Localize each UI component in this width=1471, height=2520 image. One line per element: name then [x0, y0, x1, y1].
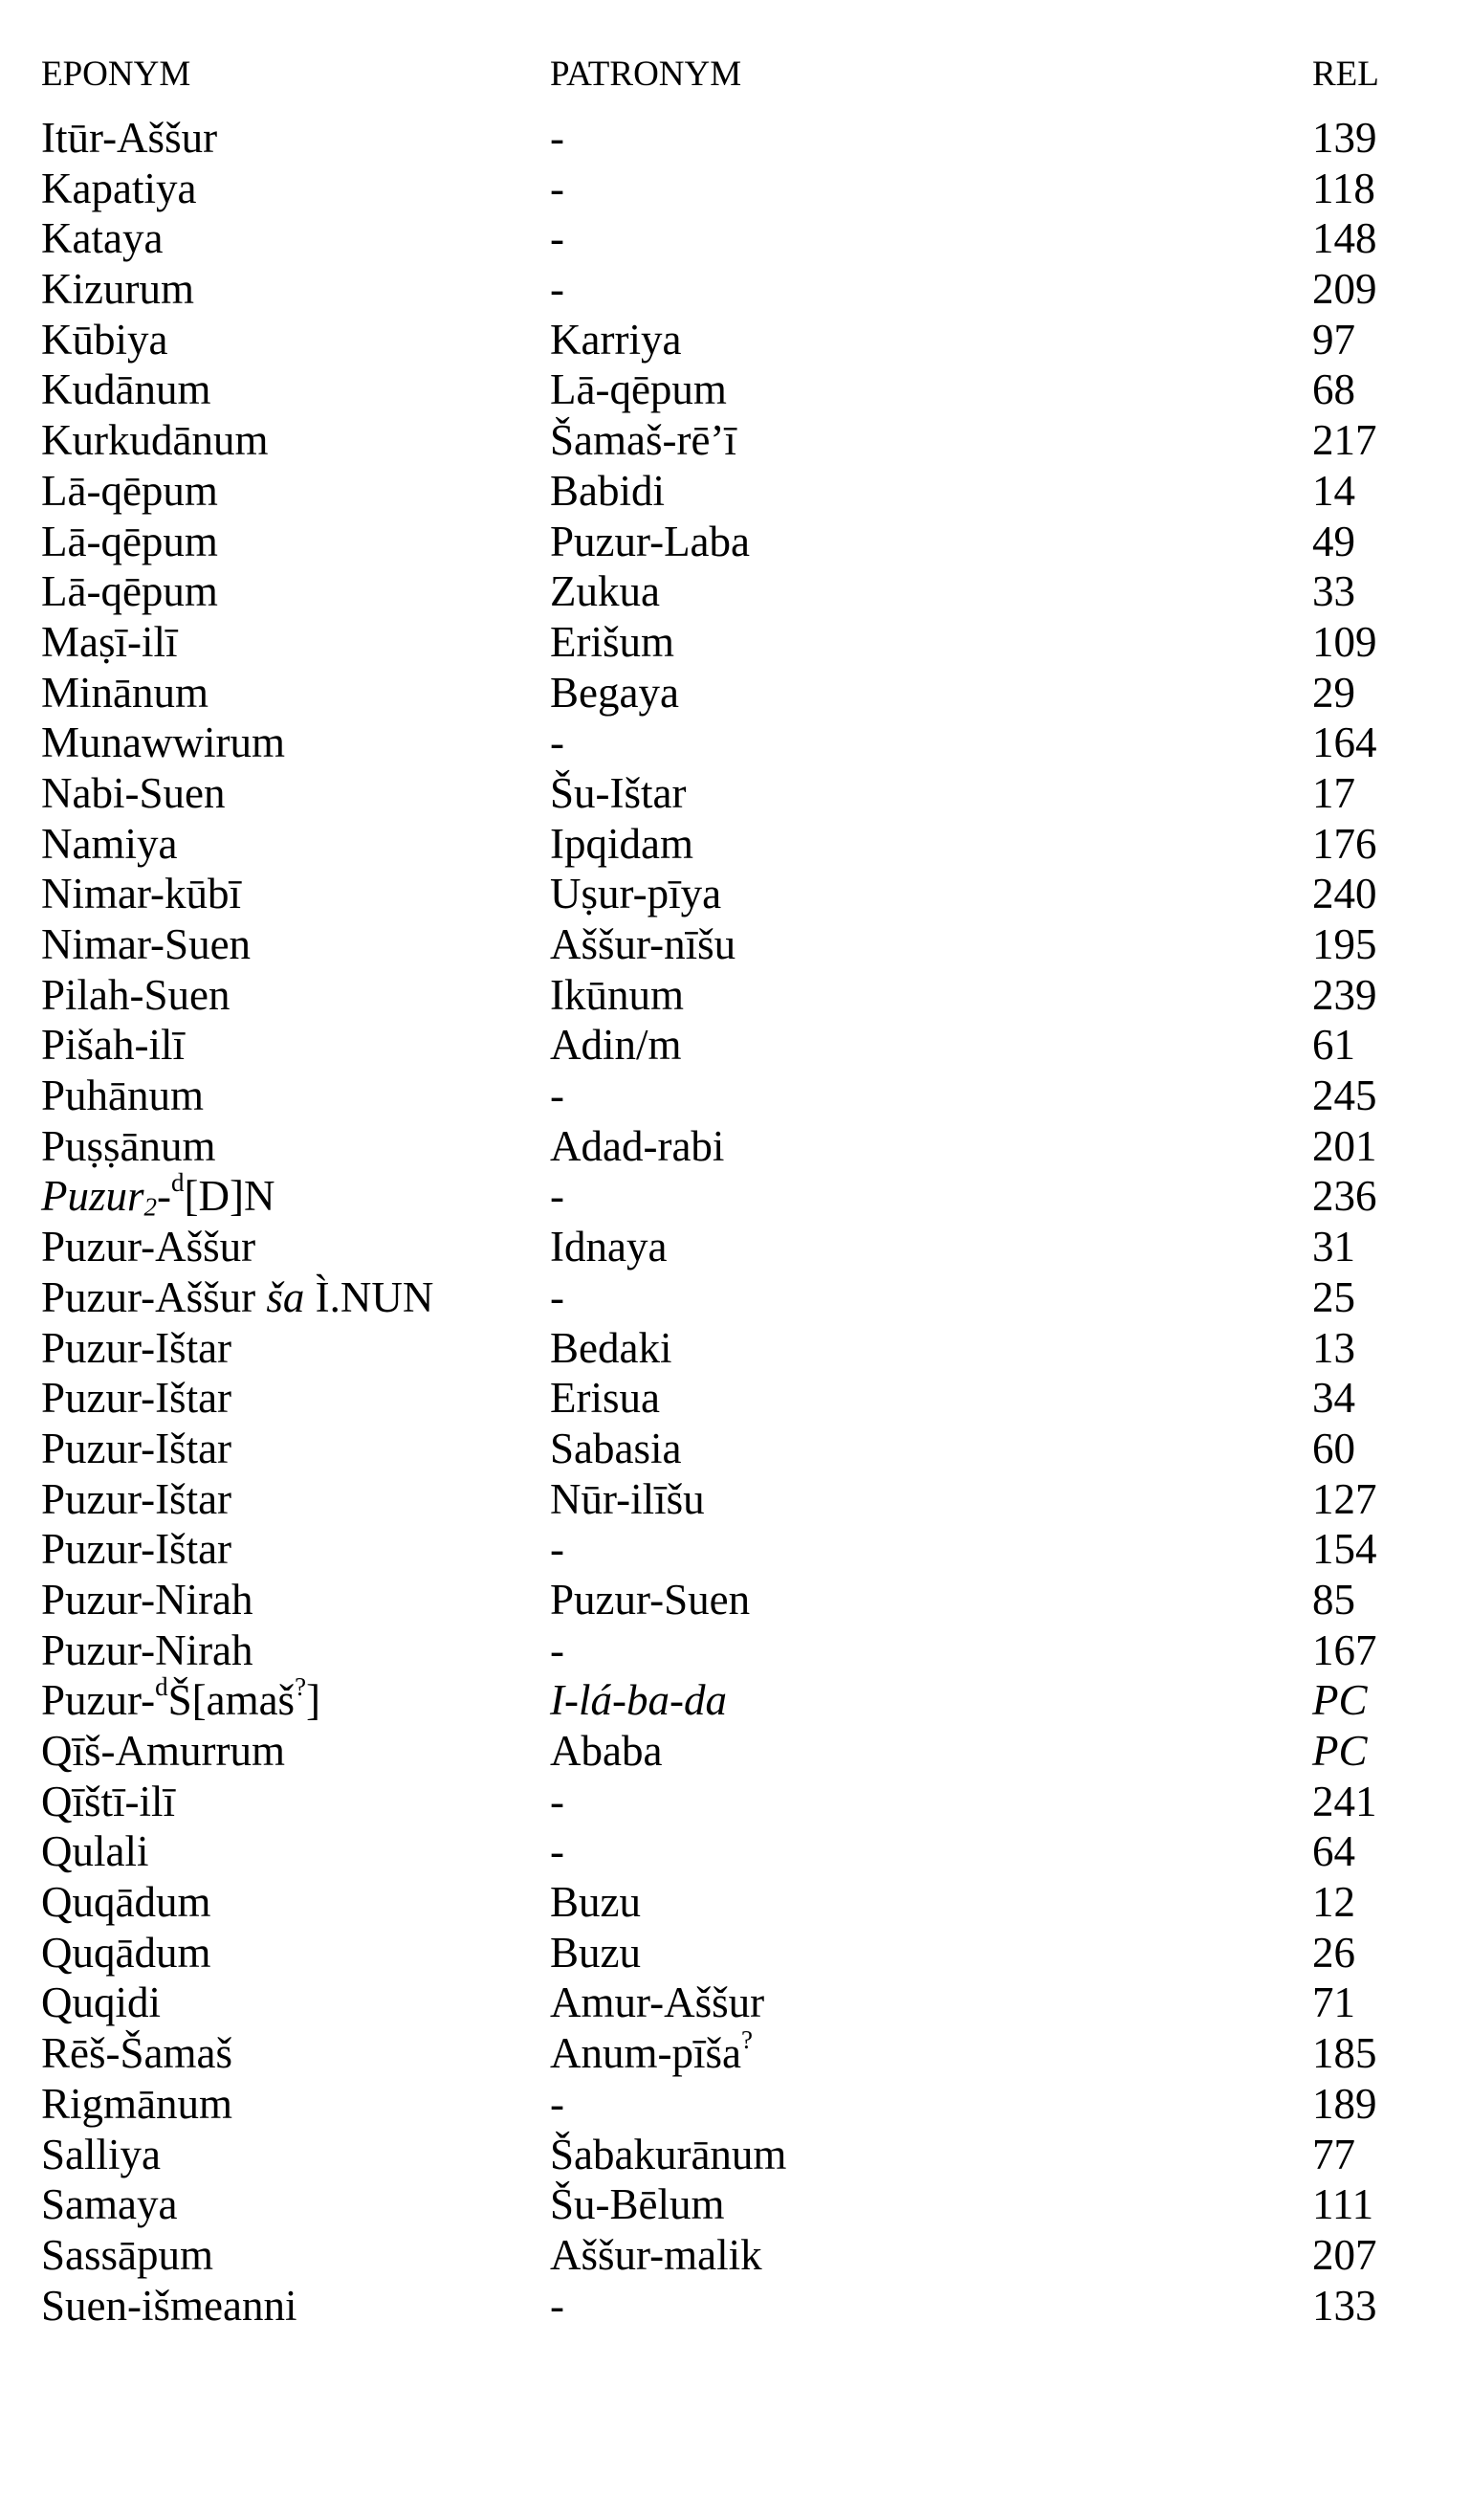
table-row — [0, 1373, 1471, 1424]
table-row — [0, 415, 1471, 466]
rel-cell: 60 — [1312, 1424, 1355, 1472]
table-row — [0, 970, 1471, 1021]
patronym-cell: - — [550, 1525, 564, 1574]
patronym-cell: Zukua — [550, 567, 660, 616]
patronym-cell: Šu-Bēlum — [550, 2180, 725, 2229]
rel-cell: 31 — [1312, 1223, 1355, 1271]
eponym-cell: Puzur-Ištar — [41, 1474, 232, 1523]
patronym-cell: - — [550, 1777, 564, 1825]
patronym-cell: - — [550, 2079, 564, 2128]
eponym-cell: Lā-qēpum — [41, 466, 218, 515]
eponym-cell: Salliya — [41, 2130, 161, 2178]
eponym-cell: Kizurum — [41, 265, 194, 314]
eponym-cell: Puhānum — [41, 1072, 205, 1120]
table-row — [0, 668, 1471, 718]
rel-cell: 241 — [1312, 1777, 1377, 1825]
eponym-cell: Maṣī-ilī — [41, 617, 178, 666]
patronym-cell: I-lá-ba-da — [550, 1676, 727, 1725]
eponym-cell: Rēš-Šamaš — [41, 2029, 232, 2078]
rel-cell: PC — [1312, 1727, 1368, 1775]
eponym-cell: Munawwirum — [41, 718, 285, 767]
patronym-cell: - — [550, 265, 564, 314]
rel-cell: 34 — [1312, 1374, 1355, 1423]
table-row — [0, 2130, 1471, 2180]
patronym-cell: Erišum — [550, 617, 674, 666]
patronym-cell: - — [550, 718, 564, 767]
patronym-cell: Šamaš-rē’ī — [550, 416, 736, 465]
table-row — [0, 1020, 1471, 1071]
table-row — [0, 2230, 1471, 2281]
rel-cell: 109 — [1312, 617, 1377, 666]
header-rel: REL — [1312, 55, 1379, 94]
table-row — [0, 1625, 1471, 1676]
patronym-cell: Aššur-nīšu — [550, 920, 736, 968]
eponym-cell: Minānum — [41, 668, 209, 717]
eponym-cell: Kapatiya — [41, 164, 197, 212]
eponym-cell: Quqādum — [41, 1928, 211, 1977]
rel-cell: 127 — [1312, 1474, 1377, 1523]
rel-cell: 189 — [1312, 2079, 1377, 2128]
table-row — [0, 1168, 1471, 1222]
patronym-cell: Erisua — [550, 1374, 660, 1423]
rel-cell: 164 — [1312, 718, 1377, 767]
table-row — [0, 919, 1471, 970]
patronym-cell: Adad-rabi — [550, 1121, 725, 1170]
patronym-cell: Buzu — [550, 1928, 641, 1977]
table-row — [0, 365, 1471, 415]
table-row — [0, 466, 1471, 517]
table-row — [0, 1726, 1471, 1777]
rel-cell: 139 — [1312, 114, 1377, 162]
patronym-cell: Ikūnum — [550, 970, 684, 1019]
rel-cell: 33 — [1312, 567, 1355, 616]
table-row — [0, 617, 1471, 668]
header-eponym: EPONYM — [41, 55, 191, 94]
patronym-cell: - — [550, 214, 564, 263]
patronym-cell: Šabakurānum — [550, 2130, 787, 2178]
rel-cell: 13 — [1312, 1323, 1355, 1372]
eponym-cell: Sassāpum — [41, 2230, 213, 2279]
patronym-cell: Bedaki — [550, 1323, 672, 1372]
eponym-cell: Puzur-$^d$Š[amaš?] — [41, 1672, 321, 1725]
patronym-cell: - — [550, 1072, 564, 1120]
rel-cell: 185 — [1312, 2029, 1377, 2078]
eponym-cell: Rigmānum — [41, 2079, 232, 2128]
eponym-cell: Puzur$_2$-$^d$[D]N — [41, 1168, 275, 1222]
rel-cell: 25 — [1312, 1272, 1355, 1321]
table-row — [0, 1777, 1471, 1827]
eponym-cell: Qīš-Amurrum — [41, 1727, 285, 1775]
table-row — [0, 1121, 1471, 1172]
rel-cell: 68 — [1312, 365, 1355, 414]
eponym-cell: Puzur-Ištar — [41, 1323, 232, 1372]
table-row — [0, 768, 1471, 819]
rel-cell: 195 — [1312, 920, 1377, 968]
rel-cell: 85 — [1312, 1575, 1355, 1624]
patronym-cell: Sabasia — [550, 1424, 682, 1472]
table-row — [0, 1272, 1471, 1323]
patronym-cell: - — [550, 164, 564, 212]
patronym-cell: Adin/m — [550, 1021, 682, 1070]
eponym-cell: Puzur-Aššur ša Ì.NUN — [41, 1272, 434, 1321]
table-row — [0, 869, 1471, 919]
patronym-cell: Uṣur-pīya — [550, 870, 722, 918]
rel-cell: 64 — [1312, 1827, 1355, 1876]
table-row — [0, 819, 1471, 870]
patronym-cell: Nūr-ilīšu — [550, 1474, 705, 1523]
eponym-cell: Pišah-ilī — [41, 1021, 186, 1070]
table-header — [0, 54, 1471, 96]
table-row — [0, 315, 1471, 365]
table-row — [0, 1323, 1471, 1374]
rel-cell: 71 — [1312, 1978, 1355, 2027]
table-row — [0, 1672, 1471, 1726]
eponym-cell: Quqidi — [41, 1978, 162, 2027]
eponym-cell: Suen-išmeanni — [41, 2281, 297, 2330]
eponym-cell: Qulali — [41, 1827, 149, 1876]
patronym-cell: Anum-pīša? — [550, 2024, 753, 2078]
rel-cell: 209 — [1312, 265, 1377, 314]
rel-cell: 111 — [1312, 2180, 1374, 2229]
table-row — [0, 1978, 1471, 2028]
table-row — [0, 2179, 1471, 2230]
table-row — [0, 718, 1471, 768]
rel-cell: 29 — [1312, 668, 1355, 717]
patronym-cell: Puzur-Suen — [550, 1575, 751, 1624]
eponym-cell: Pilah-Suen — [41, 970, 231, 1019]
patronym-cell: - — [550, 1625, 564, 1674]
eponym-cell: Kurkudānum — [41, 416, 269, 465]
rel-cell: 176 — [1312, 819, 1377, 868]
eponym-cell: Lā-qēpum — [41, 567, 218, 616]
table-row — [0, 1222, 1471, 1272]
patronym-cell: Babidi — [550, 466, 665, 515]
table-row — [0, 1524, 1471, 1575]
table-row — [0, 1474, 1471, 1525]
rel-cell: 12 — [1312, 1878, 1355, 1927]
rel-cell: 148 — [1312, 214, 1377, 263]
patronym-cell: Begaya — [550, 668, 679, 717]
rel-cell: 236 — [1312, 1172, 1377, 1221]
rel-cell: 154 — [1312, 1525, 1377, 1574]
patronym-cell: - — [550, 2281, 564, 2330]
rel-cell: 61 — [1312, 1021, 1355, 1070]
patronym-cell: - — [550, 1172, 564, 1221]
rel-cell: 14 — [1312, 466, 1355, 515]
rel-cell: 245 — [1312, 1072, 1377, 1120]
eponym-cell: Samaya — [41, 2180, 178, 2229]
eponym-cell: Itūr-Aššur — [41, 114, 218, 162]
table-row — [0, 1877, 1471, 1928]
rel-cell: 207 — [1312, 2230, 1377, 2279]
patronym-cell: Šu-Ištar — [550, 768, 687, 817]
table-row — [0, 1575, 1471, 1625]
rel-cell: 167 — [1312, 1625, 1377, 1674]
rel-cell: 77 — [1312, 2130, 1355, 2178]
patronym-cell: Aššur-malik — [550, 2230, 762, 2279]
table-row — [0, 2024, 1471, 2079]
eponym-table-body — [0, 113, 1471, 2331]
eponym-cell: Puzur-Ištar — [41, 1424, 232, 1472]
table-row — [0, 2281, 1471, 2332]
eponym-cell: Nimar-kūbī — [41, 870, 242, 918]
eponym-cell: Puzur-Nirah — [41, 1575, 253, 1624]
eponym-cell: Nimar-Suen — [41, 920, 252, 968]
eponym-cell: Puzur-Nirah — [41, 1625, 253, 1674]
eponym-cell: Puzur-Aššur — [41, 1223, 256, 1271]
eponym-cell: Namiya — [41, 819, 178, 868]
rel-cell: PC — [1312, 1676, 1368, 1725]
rel-cell: 240 — [1312, 870, 1377, 918]
table-row — [0, 1928, 1471, 1978]
patronym-cell: - — [550, 114, 564, 162]
patronym-cell: - — [550, 1827, 564, 1876]
table-row — [0, 113, 1471, 164]
patronym-cell: Amur-Aššur — [550, 1978, 765, 2027]
eponym-cell: Nabi-Suen — [41, 768, 226, 817]
table-row — [0, 264, 1471, 315]
eponym-cell: Kūbiya — [41, 315, 168, 364]
table-row — [0, 1424, 1471, 1474]
patronym-cell: Buzu — [550, 1878, 641, 1927]
eponym-cell: Kataya — [41, 214, 164, 263]
patronym-cell: Ipqidam — [550, 819, 693, 868]
eponym-cell: Quqādum — [41, 1878, 211, 1927]
rel-cell: 97 — [1312, 315, 1355, 364]
eponym-cell: Puṣṣānum — [41, 1121, 216, 1170]
rel-cell: 26 — [1312, 1928, 1355, 1977]
rel-cell: 201 — [1312, 1121, 1377, 1170]
table-row — [0, 2079, 1471, 2130]
table-row — [0, 517, 1471, 567]
patronym-cell: Karriya — [550, 315, 682, 364]
patronym-cell: - — [550, 1272, 564, 1321]
table-row — [0, 1071, 1471, 1121]
rel-cell: 217 — [1312, 416, 1377, 465]
patronym-cell: Ababa — [550, 1727, 663, 1775]
header-patronym: PATRONYM — [550, 55, 742, 94]
rel-cell: 239 — [1312, 970, 1377, 1019]
table-row — [0, 1826, 1471, 1877]
table-row — [0, 213, 1471, 264]
eponym-cell: Kudānum — [41, 365, 211, 414]
patronym-cell: Puzur-Laba — [550, 517, 751, 565]
eponym-cell: Lā-qēpum — [41, 517, 218, 565]
eponym-cell: Puzur-Ištar — [41, 1374, 232, 1423]
patronym-cell: Idnaya — [550, 1223, 668, 1271]
eponym-cell: Puzur-Ištar — [41, 1525, 232, 1574]
table-row — [0, 164, 1471, 214]
eponym-cell: Qīštī-ilī — [41, 1777, 176, 1825]
rel-cell: 17 — [1312, 768, 1355, 817]
rel-cell: 49 — [1312, 517, 1355, 565]
rel-cell: 118 — [1312, 164, 1375, 212]
patronym-cell: Lā-qēpum — [550, 365, 727, 414]
table-row — [0, 566, 1471, 617]
rel-cell: 133 — [1312, 2281, 1377, 2330]
